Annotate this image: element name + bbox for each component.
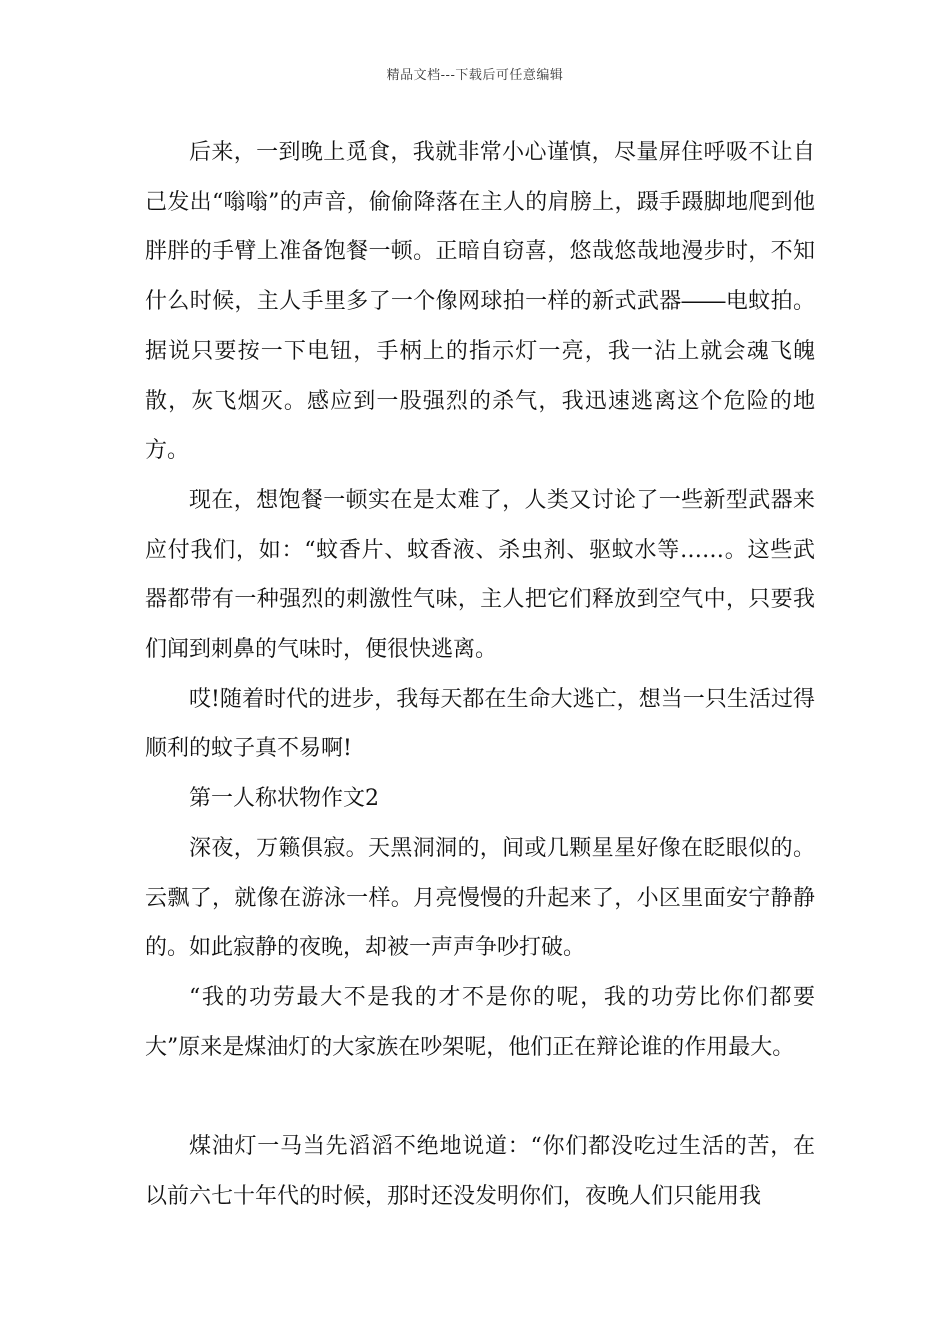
essay-subtitle: 第一人称状物作文2: [189, 786, 379, 812]
paragraph-quarrel: “我的功劳最大不是我的才不是你的呢，我的功劳比你们都要大”原来是煤油灯的大家族在吵架呢，他们正在辩论谁的作用最大。: [145, 984, 815, 1060]
paragraph-new-weapons: 现在，想饱餐一顿实在是太难了，人类又讨论了一些新型武器来应付我们，如：“蚊香片、蚊香液、杀虫剂、驱蚊水等……。这些武器都带有一种强烈的刺激性气味，主人把它们释放到空气中，只要我们闻到刺鼻的气味时，便很快逃离。: [145, 487, 815, 663]
document-body: [145, 128, 815, 1221]
paragraph-kerosene-lamp: 煤油灯一马当先滔滔不绝地说道：“你们都没吃过生活的苦，在以前六七十年代的时候，那时还没发明你们，夜晚人们只能用我: [145, 1134, 815, 1209]
paragraph-sigh: 哎!随着时代的进步，我每天都在生命大逃亡，想当一只生活过得顺利的蚊子真不易啊!: [145, 686, 815, 762]
paragraph-mosquito-escape: 后来，一到晚上觅食，我就非常小心谨慎，尽量屏住呼吸不让自己发出“嗡嗡”的声音，偷偷降落在主人的肩膀上，蹑手蹑脚地爬到他胖胖的手臂上准备饱餐一顿。正暗自窃喜，悠哉悠哉地漫步时，不知什么时候，主人手里多了一个像网球拍一样的新式武器――电蚊拍。据说只要按一下电钮，手柄上的指示灯一亮，我一沾上就会魂飞魄散，灰飞烟灭。感应到一股强烈的杀气，我迅速逃离这个危险的地方。: [145, 140, 815, 464]
page-header: 精品文档---下载后可任意编辑: [386, 68, 564, 83]
paragraph-night: 深夜，万籁俱寂。天黑洞洞的，间或几颗星星好像在眨眼似的。云飘了，就像在游泳一样。月亮慢慢的升起来了，小区里面安宁静静的。如此寂静的夜晚，却被一声声争吵打破。: [145, 835, 815, 961]
blank-line: [145, 1072, 815, 1122]
